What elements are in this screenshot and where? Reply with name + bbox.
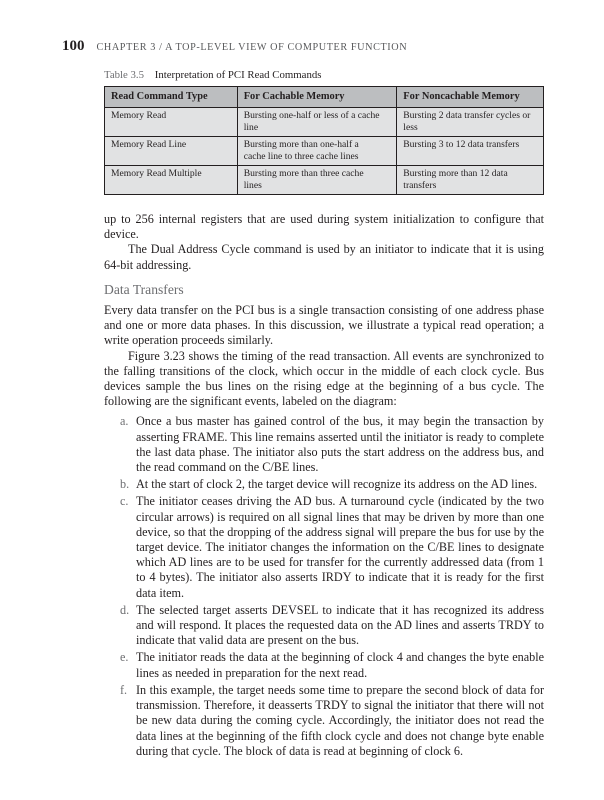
table-row: [105, 166, 544, 195]
paragraph: Figure 3.23 shows the timing of the read transaction. All events are synchronized to the falling transitions of the clock, which occur in the middle of each clock cycle. Bus devices sample the bus lines on the rising edge at the beginning of a bus cycle. The following are the significant events, labeled on the diagram:: [104, 348, 544, 409]
list-item: [104, 683, 544, 759]
list-marker: d.: [120, 602, 130, 617]
list-marker: f.: [120, 682, 128, 697]
list-marker: a.: [120, 414, 129, 429]
list-item: [104, 414, 544, 475]
table-cell: Bursting 3 to 12 data transfers: [397, 137, 544, 166]
list-item-text: Once a bus master has gained control of the bus, it may begin the transaction by asserting FRAME. This line remains asserted until the initiator is ready to complete the last data phase. The initiator also puts the start address on the address bus, and the read command on the C/BE lines.: [136, 414, 544, 475]
list-item-text: At the start of clock 2, the target device will recognize its address on the AD lines.: [136, 477, 538, 492]
paragraph: The Dual Address Cycle command is used by an initiator to indicate that it is using 64-bit addressing.: [104, 242, 544, 272]
column-header-cachable: For Cachable Memory: [237, 87, 397, 108]
list-item: [104, 603, 544, 649]
list-item: [104, 650, 544, 680]
table-cell: Bursting 2 data transfer cycles or less: [397, 108, 544, 137]
table-cell: Bursting one-half or less of a cache line: [237, 108, 397, 137]
list-item-text: The selected target asserts DEVSEL to indicate that it has recognized its address and will respond. It places the requested data on the AD lines and asserts TRDY to indicate that valid data are present on the bus.: [136, 602, 544, 648]
list-marker: c.: [120, 494, 129, 509]
list-item-text: The initiator ceases driving the AD bus. A turnaround cycle (indicated by the two circular arrows) is required on all signal lines that may be driven by more than one device, so that the dropping of the address signal will prepare the bus for use by the target device. The initiator changes the information on the C/BE lines to designate which AD lines are to be used for transfer for the currently addressed data (from 1 to 4 bytes). The initiator also asserts IRDY to indicate that it is ready for the first data item.: [136, 494, 544, 600]
pci-read-commands-table: [104, 86, 544, 195]
table-label: Table 3.5: [104, 69, 145, 81]
paragraph: Every data transfer on the PCI bus is a single transaction consisting of one address phase and one or more data phases. In this discussion, we illustrate a typical read operation; a write operation proceeds similarly.: [104, 303, 544, 348]
event-list: [104, 414, 544, 758]
table-header-row: [105, 87, 544, 108]
paragraph: up to 256 internal registers that are used during system initialization to configure that device.: [104, 212, 544, 242]
table-cell: Bursting more than three cache lines: [237, 166, 397, 195]
body-text: [104, 212, 544, 761]
chapter-title: CHAPTER 3 / A TOP-LEVEL VIEW OF COMPUTER FUNCTION: [96, 42, 408, 53]
list-marker: e.: [120, 650, 129, 665]
table-cell: Memory Read: [105, 108, 238, 137]
table-cell: Bursting more than 12 data transfers: [397, 166, 544, 195]
column-header-command-type: Read Command Type: [105, 87, 238, 108]
table-title: Interpretation of PCI Read Commands: [154, 69, 322, 81]
page-number: 100: [62, 38, 85, 54]
running-head: [62, 37, 407, 55]
list-item-text: The initiator reads the data at the beginning of clock 4 and changes the byte enable lines as needed in preparation for the next read.: [136, 650, 544, 680]
table-row: [105, 137, 544, 166]
list-item-text: In this example, the target needs some time to prepare the second block of data for transmission. Therefore, it deasserts TRDY to signal the initiator that there will not be new data during the coming cycle. Accordingly, the initiator does not read the data lines at the beginning of the fifth clock cycle and does not change byte enable during that cycle. The block of data is read at beginning of clock 6.: [136, 682, 544, 758]
list-marker: b.: [120, 477, 130, 492]
table-cell: Memory Read Multiple: [105, 166, 238, 195]
table-cell: Memory Read Line: [105, 137, 238, 166]
list-item: [104, 477, 544, 492]
table-caption: [104, 69, 321, 81]
table-row: [105, 108, 544, 137]
section-heading: Data Transfers: [104, 281, 184, 297]
table-cell: Bursting more than one-half a cache line to three cache lines: [237, 137, 397, 166]
list-item: [104, 494, 544, 600]
column-header-noncachable: For Noncachable Memory: [397, 87, 544, 108]
